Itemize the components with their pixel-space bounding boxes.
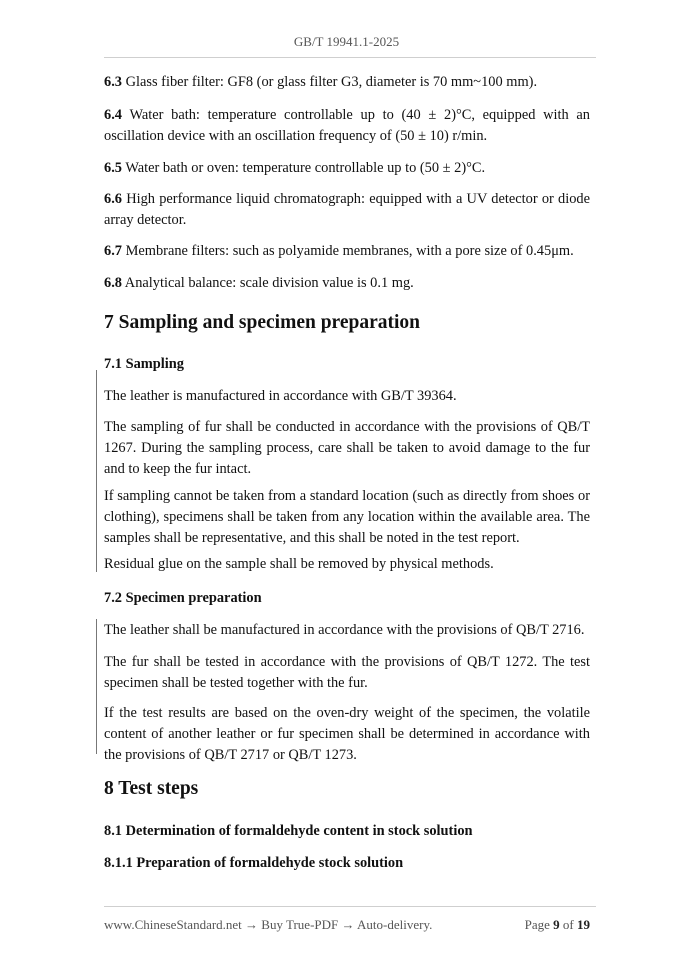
section-title: 8 Test steps	[104, 778, 199, 799]
subsection-title: 8.1 Determination of formaldehyde content in stock solution	[104, 823, 473, 839]
item-number: 6.8	[104, 275, 122, 291]
header-divider	[104, 57, 596, 58]
paragraph-7-2-c	[104, 703, 590, 766]
item-6-3	[104, 72, 590, 93]
item-number: 6.5	[104, 160, 122, 176]
item-number: 6.7	[104, 243, 122, 259]
item-6-8	[104, 273, 590, 294]
subsection-7-2-heading	[104, 588, 590, 609]
item-text: Glass fiber filter: GF8 (or glass filter G3, diameter is 70 mm~100 mm).	[122, 74, 538, 90]
subsection-8-1-1-heading	[104, 853, 590, 874]
item-text: High performance liquid chromatograph: equipped with a UV detector or diode array detector.	[104, 191, 590, 228]
footer-divider	[104, 906, 596, 907]
page-indicator	[525, 917, 590, 933]
item-text: Water bath or oven: temperature controllable up to (50 ± 2)°C.	[122, 160, 486, 176]
subsection-7-1-heading	[104, 354, 590, 375]
section-8-heading	[104, 776, 590, 802]
page-header	[0, 34, 693, 50]
footer-link[interactable]: www.ChineseStandard.net → Buy True-PDF → Auto-delivery.	[104, 917, 433, 932]
item-6-7	[104, 241, 590, 262]
item-number: 6.4	[104, 107, 122, 123]
item-number: 6.3	[104, 74, 122, 90]
item-text: Water bath: temperature controllable up to (40 ± 2)°C, equipped with an oscillation device with an oscillation frequency of (50 ± 10) r/min.	[104, 107, 590, 144]
item-number: 6.6	[104, 191, 122, 207]
paragraph: If the test results are based on the oven-dry weight of the specimen, the volatile content of another leather or fur specimen shall be determined in accordance with the provisions of QB/T 2717 or QB/T 1273.	[104, 705, 590, 763]
document-id: GB/T 19941.1-2025	[293, 34, 400, 49]
paragraph: The leather shall be manufactured in accordance with the provisions of QB/T 2716.	[104, 622, 585, 638]
subsection-8-1-heading	[104, 821, 590, 842]
subsection-title: 7.2 Specimen preparation	[104, 590, 262, 606]
item-text: Analytical balance: scale division value is 0.1 mg.	[122, 275, 414, 291]
paragraph: The fur shall be tested in accordance with the provisions of QB/T 1272. The test specimen shall be tested together with the fur.	[104, 654, 590, 691]
of-label: of	[562, 917, 574, 932]
paragraph-7-2-b	[104, 652, 590, 694]
subsection-title: 7.1 Sampling	[104, 356, 184, 372]
page-number: 9	[553, 917, 560, 932]
page-label: Page	[524, 917, 550, 932]
section-7-heading	[104, 310, 590, 336]
paragraph: The sampling of fur shall be conducted in accordance with the provisions of QB/T 1267. During the sampling process, care shall be taken to avoid damage to the fur and to keep the fur intact.	[104, 419, 590, 477]
paragraph-7-1-d	[104, 554, 590, 575]
paragraph: If sampling cannot be taken from a standard location (such as directly from shoes or clothing), specimens shall be taken from any location within the available area. The samples shall be representative, and this shall be noted in the test report.	[104, 488, 590, 546]
item-6-6	[104, 189, 590, 231]
item-6-5	[104, 158, 590, 179]
paragraph-7-1-c	[104, 486, 590, 549]
change-bar-7-2	[96, 619, 97, 754]
item-6-4	[104, 105, 590, 147]
change-bar-7-1	[96, 370, 97, 572]
subsection-title: 8.1.1 Preparation of formaldehyde stock solution	[104, 855, 404, 871]
paragraph: Residual glue on the sample shall be removed by physical methods.	[104, 556, 494, 572]
paragraph-7-2-a	[104, 620, 590, 641]
paragraph-7-1-b	[104, 417, 590, 480]
page-total: 19	[577, 917, 590, 932]
paragraph: The leather is manufactured in accordance with GB/T 39364.	[104, 388, 457, 404]
paragraph-7-1-a	[104, 386, 590, 407]
section-title: 7 Sampling and specimen preparation	[104, 312, 421, 333]
item-text: Membrane filters: such as polyamide membranes, with a pore size of 0.45μm.	[122, 243, 574, 259]
